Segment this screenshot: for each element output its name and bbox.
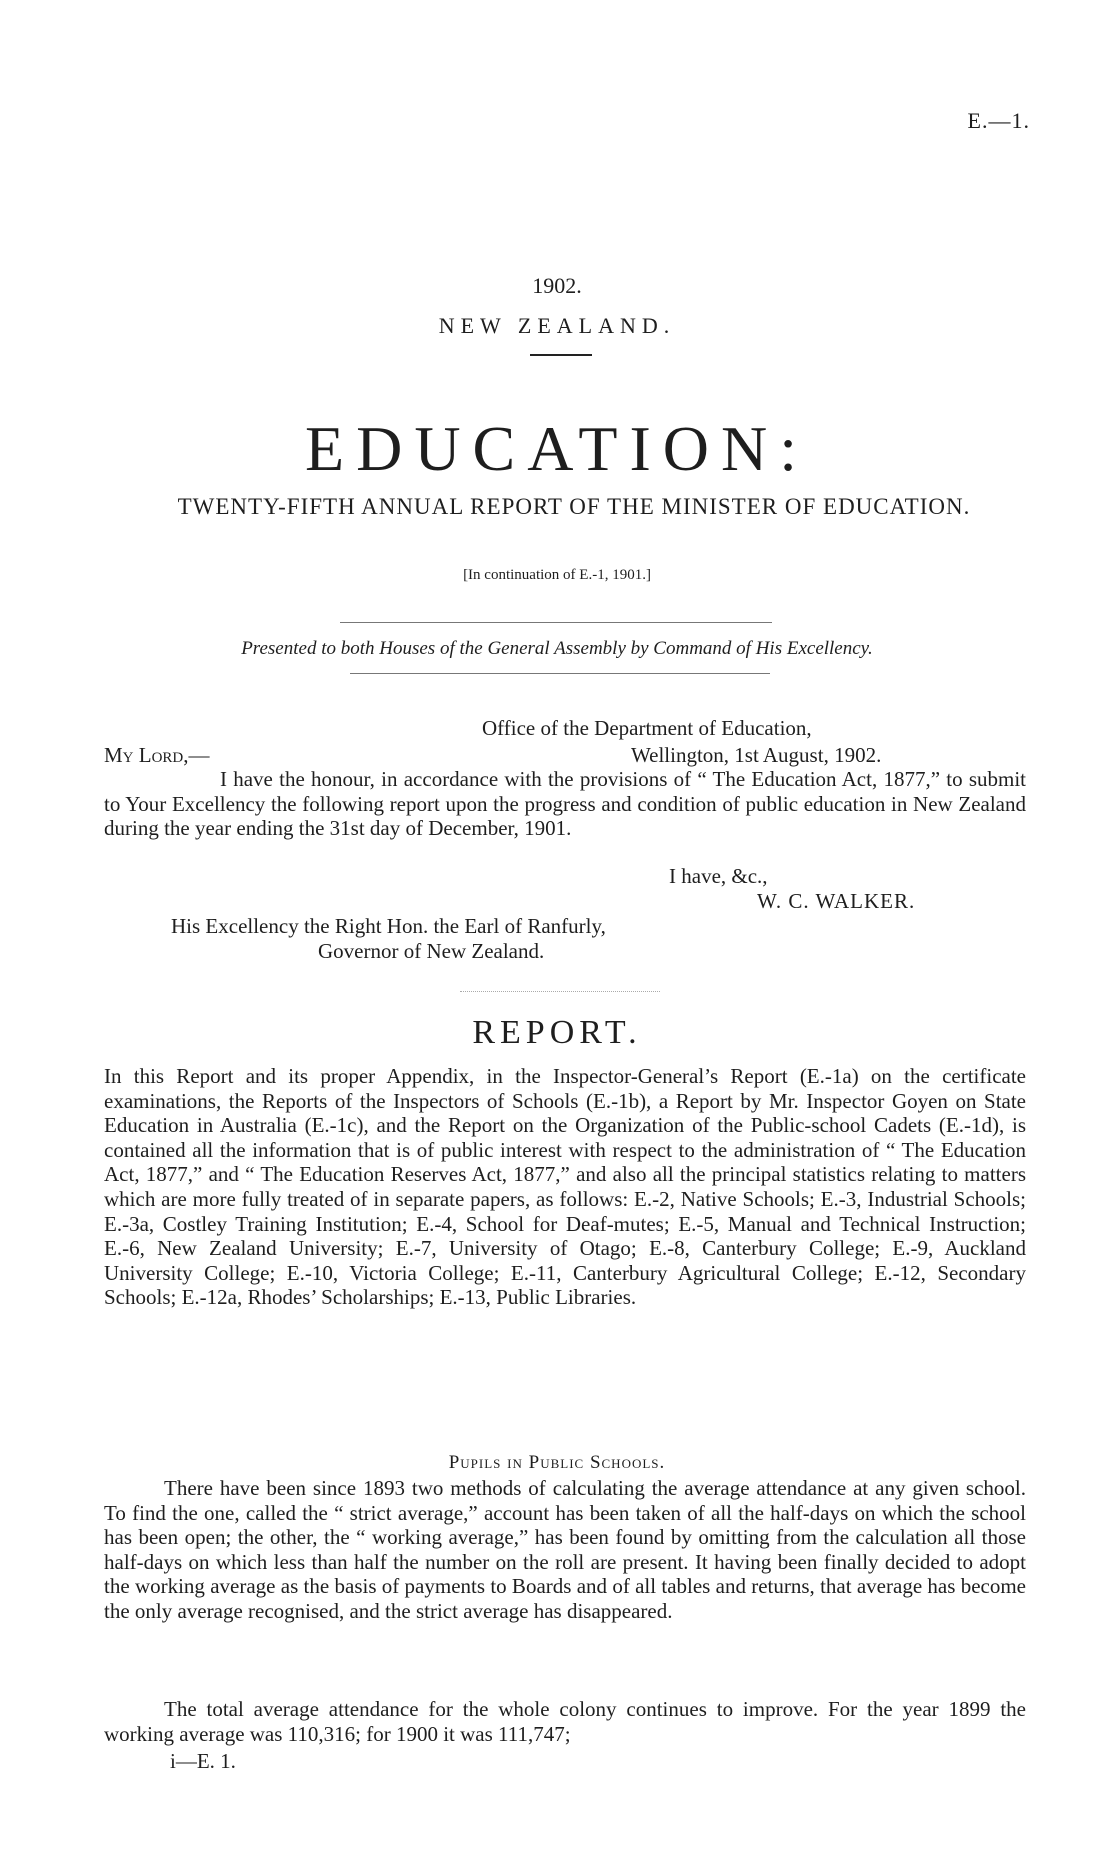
letter-salutation: My Lord,— xyxy=(104,743,210,767)
report-subtitle: TWENTY-FIFTH ANNUAL REPORT OF THE MINISTER OF EDUCATION. xyxy=(177,494,971,519)
report-heading: REPORT. xyxy=(472,1014,642,1051)
letter-office: Office of the Department of Education, xyxy=(482,716,812,740)
letter-closing: I have, &c., xyxy=(669,864,768,888)
letter-addressee: His Excellency the Right Hon. the Earl of Ranfurly, xyxy=(171,914,606,938)
presentation-note: Presented to both Houses of the General Assembly by Command of His Excellency. xyxy=(241,638,873,659)
country-heading: NEW ZEALAND. xyxy=(438,313,676,338)
upper-rule xyxy=(340,622,772,623)
letter-addressee-title: Governor of New Zealand. xyxy=(318,939,545,963)
letter-body: I have the honour, in accordance with the provisions of “ The Education Act, 1877,” to submit to Your Excellency the following report upon the progress and condition of public education in New Zealand during the year ending the 31st day of December, 1901. xyxy=(104,767,1026,840)
section-heading: Pupils in Public Schools. xyxy=(448,1452,666,1473)
page-title: EDUCATION: xyxy=(305,413,809,484)
continuation-note: [In continuation of E.-1, 1901.] xyxy=(463,567,651,583)
letter-date: Wellington, 1st August, 1902. xyxy=(631,743,882,767)
report-intro-paragraph: In this Report and its proper Appendix, in the Inspector-General’s Report (E.-1a) on the certificate examinations, the Reports of the Inspectors of Schools (E.-1b), a Report by Mr. Inspector Goyen on State Education in Australia (E.-1c), and the Report on the Organization of the Public-school Cadets (E.-1d), is contained all the information that is of public interest with respect to the administration of “ The Education Act, 1877,” and “ The Education Reserves Act, 1877,” and also all the principal statistics relating to matters which are more fully treated of in separate papers, as follows: E.-2, Native Schools; E.-3, Industrial Schools; E.-3a, Costley Training Institution; E.-4, School for Deaf-mutes; E.-5, Manual and Technical Instruction; E.-6, New Zealand University; E.-7, University of Otago; E.-8, Canterbury College; E.-9, Auckland University College; E.-10, Victoria College; E.-11, Canterbury Agricultural College; E.-12, Secondary Schools; E.-12a, Rhodes’ Scholarships; E.-13, Public Libraries. xyxy=(104,1064,1026,1310)
section-divider xyxy=(460,991,660,992)
lower-rule xyxy=(350,673,770,674)
paper-reference: E.—1. xyxy=(967,108,1030,133)
title-divider xyxy=(530,354,592,356)
letter-signature: W. C. WALKER. xyxy=(757,889,916,913)
attendance-paragraph: There have been since 1893 two methods of calculating the average attendance at any given school. To find the one, called the “ strict average,” account has been taken of all the half-days on which the school has been open; the other, the “ working average,” has been found by omitting from the calculation all those half-days on which less than half the number on the roll are present. It having been finally decided to adopt the working average as the basis of payments to Boards and of all tables and returns, that average has become the only average recognised, and the strict average has disappeared. xyxy=(104,1476,1026,1623)
year: 1902. xyxy=(532,273,582,298)
total-attendance-paragraph: The total average attendance for the whole colony continues to improve. For the year 1899 the working average was 110,316; for 1900 it was 111,747; xyxy=(104,1697,1026,1746)
page-folio: i—E. 1. xyxy=(170,1749,236,1773)
